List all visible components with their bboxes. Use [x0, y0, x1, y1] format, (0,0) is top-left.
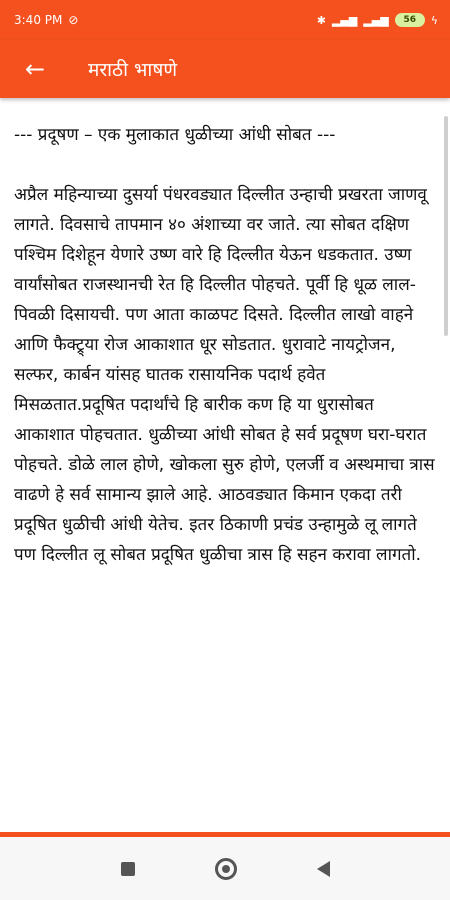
app-bar: [0, 40, 450, 98]
arrow-left-icon: ←: [24, 55, 46, 83]
battery-icon: [395, 13, 425, 27]
charging-icon: ϟ: [430, 13, 438, 27]
status-right: [317, 13, 438, 27]
status-time: 3:40 PM: [14, 13, 63, 27]
status-bar: [0, 0, 450, 40]
circle-icon[interactable]: [215, 858, 237, 880]
status-left: [14, 13, 78, 27]
dnd-icon: ⊘: [68, 13, 79, 27]
battery-level: 56: [403, 15, 416, 25]
article-content[interactable]: [0, 98, 450, 832]
article-body: अप्रैल महिन्याच्या दुसर्या पंधरवड्यात दिल्लीत उन्हाची प्रखरता जाणवू लागते. दिवसाचे तापमान ४० अंशाच्या वर जाते. त्या सोबत दक्षिण पश्चिम दिशेहून येणारे उष्ण वारे हि दिल्लीत येऊन धडकतात. उष्ण वार्यांसोबत राजस्थानची रेत हि दिल्लीत पोहचते. पूर्वी हि धूळ लाल-पिवळी दिसायची. पण आता काळपट दिसते. दिल्लीत लाखो वाहने आणि फैक्ट्र्या रोज आकाशात धूर सोडतात. धुरावाटे नायट्रोजन, सल्फर, कार्बन यांसह घातक रासायनिक पदार्थ हवेत मिसळतात.प्रदूषित पदार्थांचे हि बारीक कण हि या धुरासोबत आकाशात पोहचतात. धुळीच्या आंधी सोबत हे सर्व प्रदूषण घरा-घरात पोहचते. डोळे लाल होणे, खोकला सुरु होणे, एलर्जी व अस्थमाचा त्रास वाढणे हे सर्व सामान्य झाले आहे. आठवड्यात किमान एकदा तरी प्रदूषित धुळीची आंधी येतेच. इतर ठिकाणी प्रचंड उन्हामुळे लू लागते पण दिल्लीत लू सोबत प्रदूषित धुळीचा त्रास हि सहन करावा लागतो.: [14, 185, 435, 565]
square-icon[interactable]: [121, 862, 135, 876]
signal-icon: ▂▄▆: [331, 13, 358, 27]
article-heading: --- प्रदूषण – एक मुलाकात धुळीच्या आंधी सोबत ---: [14, 125, 336, 145]
back-button[interactable]: [0, 40, 70, 98]
scrollbar-thumb[interactable]: [444, 116, 448, 336]
triangle-back-icon[interactable]: [317, 861, 330, 877]
app-title: मराठी भाषणे: [88, 59, 178, 81]
signal-2-icon: ▂▄▆: [363, 13, 389, 27]
bluetooth-icon: ✱: [316, 13, 326, 27]
system-nav-bar: [0, 837, 450, 900]
